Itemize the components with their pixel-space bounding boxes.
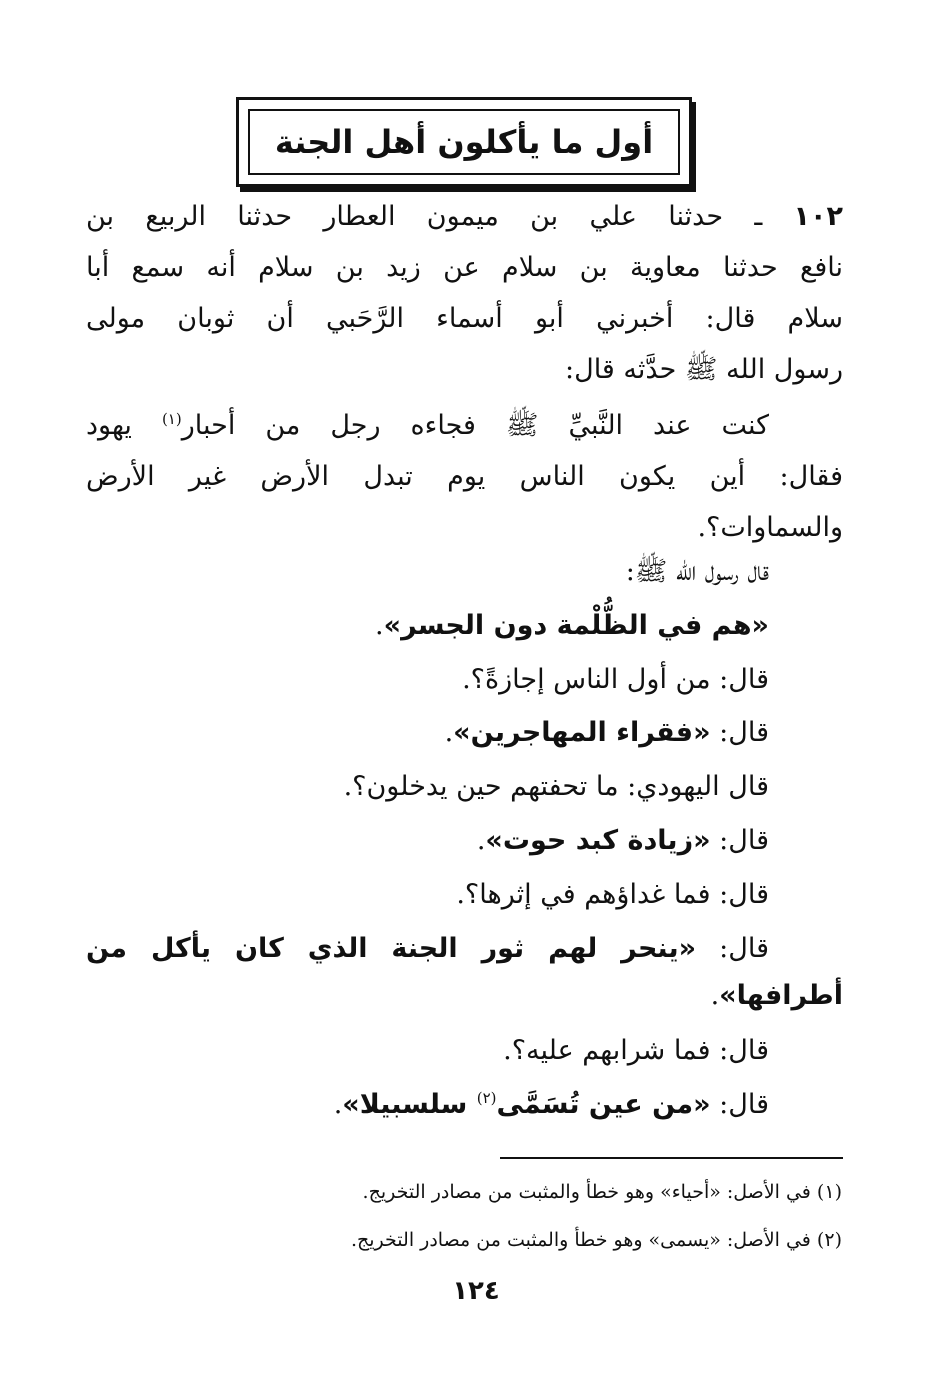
chapter-title: أول ما يأكلون أهل الجنة [274,123,654,161]
footnote-ref-2: (٢) [476,1089,497,1107]
dialogue-line-8: قال: «ينحر لهم ثور الجنة الذي كان يأكل من [86,933,770,964]
footnote-separator [500,1157,843,1159]
dialogue-line-10: قال: فما شرابهم عليه؟. [503,1035,769,1066]
matn-line-2: فقال: أين يكون الناس يوم تبدل الأرض غير الأرض [86,461,843,492]
dialogue-line-4: قال: «فقراء المهاجرين». [444,717,769,748]
dialogue-line-2: «هم في الظُّلْمة دون الجسر». [375,610,769,641]
footnote-2: (٢) في الأصل: «يسمى» وهو خطأ والمثبت من مصادر التخريج. [350,1229,842,1251]
matn-line-1: كنت عند النَّبيِّ ﷺ فجاءه رجل من أحبار$^{(١)}$ يهود [86,410,769,441]
page-number: ١٢٤ [452,1276,500,1306]
dialogue-line-3: قال: من أول الناس إجازةً؟. [462,664,769,695]
footnote-1: (١) في الأصل: «أحياء» وهو خطأ والمثبت من مصادر التخريج. [362,1181,842,1203]
dialogue-line-1: قال رسول الله ﷺ: [625,556,769,587]
footnote-ref-1: (١) [161,410,182,428]
dialogue-line-11: قال: «من عين تُسَمَّى$^{(٢)}$ سلسبيلا». [333,1089,769,1120]
isnad-line-3: سلام قال: أخبرني أبو أسماء الرَّحَبي أن ثوبان مولى [86,303,843,334]
isnad-line-1: ١٠٢ ـ حدثنا علي بن ميمون العطار حدثنا الربيع بن [86,201,843,232]
chapter-title-inner-frame [248,109,680,175]
matn-line-3: والسماوات؟. [697,512,843,543]
dialogue-line-6: قال: «زيادة كبد حوت». [476,825,769,856]
dialogue-line-9: أطرافها». [710,980,843,1011]
hadith-number: ١٠٢ [793,201,843,232]
isnad-line-2: نافع حدثنا معاوية بن سلام عن زيد بن سلام أنه سمع أبا [86,252,843,283]
dialogue-line-7: قال: فما غداؤهم في إثرها؟. [456,879,769,910]
dialogue-line-5: قال اليهودي: ما تحفتهم حين يدخلون؟. [343,771,769,802]
isnad-line-4: رسول الله ﷺ حدَّثه قال: [564,354,843,385]
chapter-title-frame [236,97,692,187]
